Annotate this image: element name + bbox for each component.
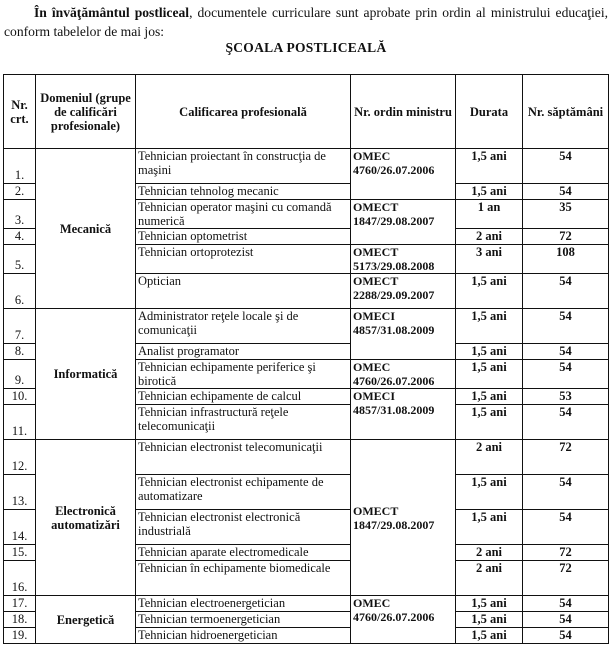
domain-cell: Mecanică xyxy=(36,149,136,309)
row-nr: 19. xyxy=(4,628,36,644)
intro-bold-lead: În învăţământul postliceal xyxy=(34,5,190,20)
qualification-cell: Tehnician proiectant în construcţia de maşini xyxy=(136,149,351,184)
duration-cell: 1,5 ani xyxy=(456,149,523,184)
order-cell: OMECT 1847/29.08.2007 xyxy=(351,200,456,245)
header-duration: Durata xyxy=(456,75,523,149)
row-nr: 2. xyxy=(4,184,36,200)
header-nr: Nr. crt. xyxy=(4,75,36,149)
row-nr: 9. xyxy=(4,360,36,389)
row-nr: 8. xyxy=(4,344,36,360)
qualification-cell: Optician xyxy=(136,274,351,309)
duration-cell: 2 ani xyxy=(456,229,523,245)
row-nr: 7. xyxy=(4,309,36,344)
weeks-cell: 72 xyxy=(523,545,609,561)
weeks-cell: 54 xyxy=(523,475,609,510)
qualification-cell: Tehnician tehnolog mecanic xyxy=(136,184,351,200)
domain-cell: Electronică automatizări xyxy=(36,440,136,596)
duration-cell: 2 ani xyxy=(456,561,523,596)
order-cell: OMECT 1847/29.08.2007 xyxy=(351,440,456,596)
order-cell: OMEC 4760/26.07.2006 xyxy=(351,596,456,644)
weeks-cell: 72 xyxy=(523,440,609,475)
weeks-cell: 108 xyxy=(523,245,609,274)
duration-cell: 1 an xyxy=(456,200,523,229)
weeks-cell: 54 xyxy=(523,510,609,545)
qualification-cell: Tehnician electronist electronică industrială xyxy=(136,510,351,545)
row-nr: 6. xyxy=(4,274,36,309)
row-nr: 16. xyxy=(4,561,36,596)
weeks-cell: 72 xyxy=(523,229,609,245)
row-nr: 4. xyxy=(4,229,36,245)
qualification-cell: Tehnician electroenergetician xyxy=(136,596,351,612)
header-domain: Domeniul (grupe de calificări profesionale) xyxy=(36,75,136,149)
weeks-cell: 54 xyxy=(523,274,609,309)
duration-cell: 1,5 ani xyxy=(456,510,523,545)
order-cell: OMECT 2288/29.09.2007 xyxy=(351,274,456,309)
row-nr: 12. xyxy=(4,440,36,475)
duration-cell: 1,5 ani xyxy=(456,475,523,510)
qualification-cell: Administrator reţele locale şi de comunicaţii xyxy=(136,309,351,344)
row-nr: 18. xyxy=(4,612,36,628)
row-nr: 15. xyxy=(4,545,36,561)
weeks-cell: 72 xyxy=(523,561,609,596)
qualification-cell: Tehnician în echipamente biomedicale xyxy=(136,561,351,596)
weeks-cell: 54 xyxy=(523,344,609,360)
weeks-cell: 54 xyxy=(523,596,609,612)
order-cell: OMEC 4760/26.07.2006 xyxy=(351,149,456,200)
row-nr: 11. xyxy=(4,405,36,440)
header-qualification: Calificarea profesională xyxy=(136,75,351,149)
table-row xyxy=(4,149,609,184)
row-nr: 1. xyxy=(4,149,36,184)
weeks-cell: 54 xyxy=(523,360,609,389)
duration-cell: 1,5 ani xyxy=(456,612,523,628)
weeks-cell: 54 xyxy=(523,309,609,344)
weeks-cell: 54 xyxy=(523,612,609,628)
header-order: Nr. ordin ministru xyxy=(351,75,456,149)
qualification-cell: Tehnician aparate electromedicale xyxy=(136,545,351,561)
table-row xyxy=(4,596,609,612)
qualification-cell: Tehnician ortoprotezist xyxy=(136,245,351,274)
weeks-cell: 35 xyxy=(523,200,609,229)
qualification-cell: Analist programator xyxy=(136,344,351,360)
qualification-cell: Tehnician termoenergetician xyxy=(136,612,351,628)
duration-cell: 1,5 ani xyxy=(456,628,523,644)
weeks-cell: 54 xyxy=(523,405,609,440)
duration-cell: 1,5 ani xyxy=(456,309,523,344)
weeks-cell: 54 xyxy=(523,184,609,200)
duration-cell: 2 ani xyxy=(456,545,523,561)
intro-text: , documentele curriculare sunt aprobate prin ordin al ministrului educaţiei, conform tabelelor de mai jos: xyxy=(4,5,608,39)
order-cell: OMECT 5173/29.08.2008 xyxy=(351,245,456,274)
duration-cell: 1,5 ani xyxy=(456,596,523,612)
order-cell: OMEC 4760/26.07.2006 xyxy=(351,360,456,389)
duration-cell: 1,5 ani xyxy=(456,389,523,405)
duration-cell: 1,5 ani xyxy=(456,344,523,360)
weeks-cell: 53 xyxy=(523,389,609,405)
table-row xyxy=(4,309,609,344)
domain-cell: Energetică xyxy=(36,596,136,644)
qualification-cell: Tehnician electronist telecomunicaţii xyxy=(136,440,351,475)
duration-cell: 2 ani xyxy=(456,440,523,475)
qualifications-table xyxy=(3,74,609,644)
order-cell: OMECI 4857/31.08.2009 xyxy=(351,389,456,440)
duration-cell: 1,5 ani xyxy=(456,360,523,389)
qualification-cell: Tehnician echipamente periferice şi birotică xyxy=(136,360,351,389)
header-weeks: Nr. săptămâni xyxy=(523,75,609,149)
row-nr: 17. xyxy=(4,596,36,612)
qualification-cell: Tehnician infrastructură reţele telecomunicaţii xyxy=(136,405,351,440)
table-header-row xyxy=(4,75,609,149)
qualification-cell: Tehnician operator maşini cu comandă numerică xyxy=(136,200,351,229)
order-cell: OMECI 4857/31.08.2009 xyxy=(351,309,456,360)
qualification-cell: Tehnician echipamente de calcul xyxy=(136,389,351,405)
section-heading: ŞCOALA POSTLICEALĂ xyxy=(225,40,387,55)
row-nr: 3. xyxy=(4,200,36,229)
weeks-cell: 54 xyxy=(523,628,609,644)
row-nr: 10. xyxy=(4,389,36,405)
row-nr: 13. xyxy=(4,475,36,510)
duration-cell: 1,5 ani xyxy=(456,184,523,200)
domain-cell: Informatică xyxy=(36,309,136,440)
intro-paragraph xyxy=(4,3,608,41)
row-nr: 5. xyxy=(4,245,36,274)
weeks-cell: 54 xyxy=(523,149,609,184)
qualification-cell: Tehnician electronist echipamente de automatizare xyxy=(136,475,351,510)
qualification-cell: Tehnician hidroenergetician xyxy=(136,628,351,644)
duration-cell: 3 ani xyxy=(456,245,523,274)
duration-cell: 1,5 ani xyxy=(456,405,523,440)
table-row xyxy=(4,440,609,475)
row-nr: 14. xyxy=(4,510,36,545)
qualification-cell: Tehnician optometrist xyxy=(136,229,351,245)
duration-cell: 1,5 ani xyxy=(456,274,523,309)
